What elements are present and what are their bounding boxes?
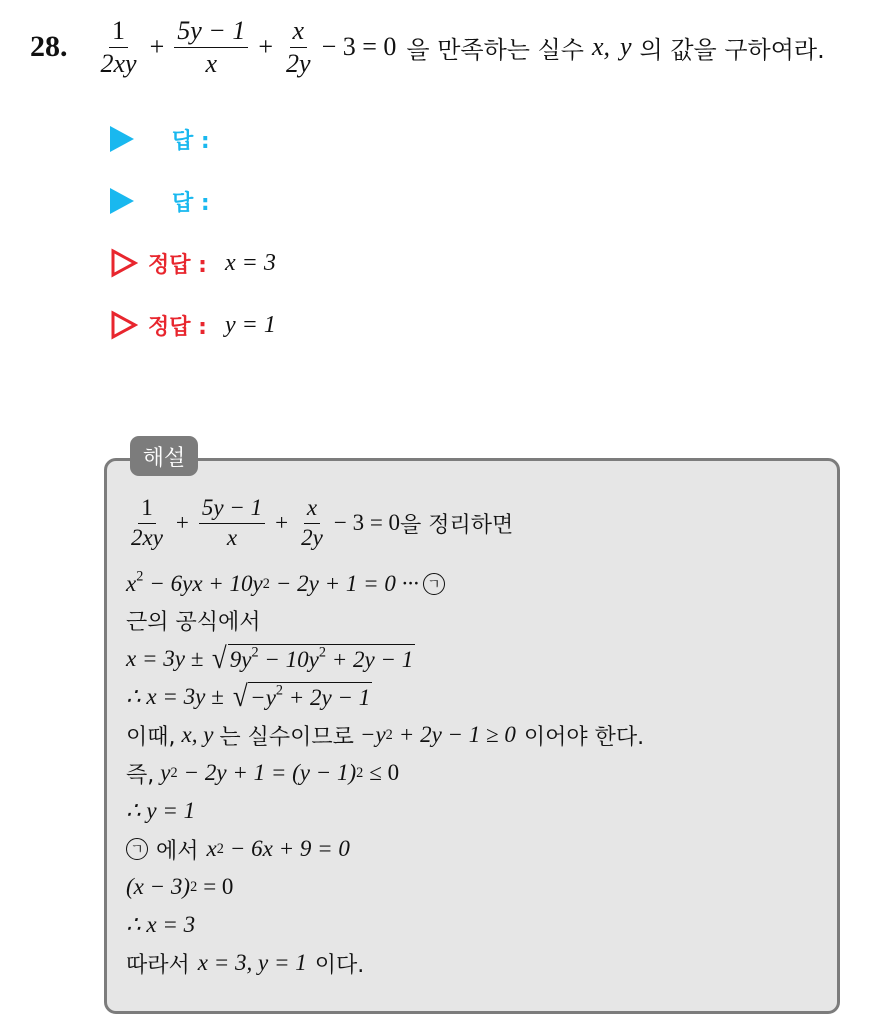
question-text-2: 의 값을 구하여라. — [639, 35, 825, 64]
solution-line-9: ㄱ 에서 x 2 − 6x + 9 = 0 — [126, 832, 350, 866]
solution-line-12 — [126, 946, 364, 980]
correct-answer-row-2 — [110, 309, 276, 341]
equation-part: x — [206, 836, 217, 861]
solution-line-2: $x^2$ − 6yx + 10y 2 − 2y + 1 = 0 ··· ㄱ — [126, 568, 445, 600]
circled-giyeok-icon: ㄱ — [126, 838, 148, 860]
equation-tail: − 3 = 0 — [333, 510, 401, 535]
equation-part: ∴ y = 1 — [126, 798, 196, 823]
correct-answer-row-1 — [110, 247, 276, 279]
solution-line-11 — [126, 908, 195, 942]
equation-part: − 2y + 1 = 0 ··· — [275, 571, 419, 596]
outline-arrow-icon — [110, 248, 138, 278]
radical-sign-icon: √ — [212, 641, 227, 675]
solution-text: 는 실수이므로 — [219, 724, 354, 750]
answer-row-1 — [110, 124, 210, 154]
fraction-denominator: 2xy — [131, 524, 163, 550]
solution-text: 즉, — [126, 762, 155, 788]
frac3-numerator: x — [290, 17, 308, 47]
solution-text: 을 정리하면 — [400, 512, 514, 538]
plus-sign: + — [149, 32, 165, 61]
solution-line-1 — [124, 490, 513, 556]
fraction-numerator: 1 — [138, 496, 156, 523]
answer-row-2 — [110, 186, 210, 216]
square-root: √ $9y^2 - 10y^2 + 2y - 1$ — [212, 641, 414, 675]
solution-line-5 — [126, 680, 372, 714]
question-var-x: x, — [591, 32, 610, 61]
question-number: 28. — [30, 30, 68, 63]
correct-answer-value: x = 3 — [224, 249, 276, 276]
fraction-denominator: 2y — [301, 524, 323, 550]
solution-line-10: (x − 3) 2 = 0 — [126, 874, 234, 899]
frac1-numerator: 1 — [109, 17, 128, 47]
solution-line-3 — [126, 604, 261, 636]
solution-fraction-2 — [199, 496, 265, 549]
equation-part: y — [160, 760, 171, 785]
equation-part: ≤ 0 — [369, 760, 400, 785]
frac3-denominator: 2y — [286, 48, 311, 78]
solution-text: 에서 — [156, 838, 199, 864]
answer-label: 답 : — [172, 190, 210, 216]
equation-part: x = 3, y = 1 — [197, 950, 307, 975]
fraction-numerator: x — [304, 496, 320, 523]
solution-line-8 — [126, 794, 195, 828]
solution-text: 이어야 한다. — [523, 724, 645, 750]
correct-answer-value: y = 1 — [224, 311, 276, 338]
solution-tag: 해설 — [130, 436, 198, 476]
correct-answer-label: 정답 : — [148, 252, 207, 278]
question-fraction-3 — [283, 17, 314, 77]
equation-part: − 6yx + 10y — [149, 571, 263, 596]
solution-fraction-1 — [128, 496, 166, 549]
equation-part: − 6x + 9 = 0 — [229, 836, 350, 861]
equation-part: + 2y − 1 ≥ 0 — [398, 722, 516, 747]
question-text-1: 을 만족하는 실수 — [406, 35, 584, 64]
equation-part: − 2y + 1 = (y − 1) — [183, 760, 357, 785]
question-line — [30, 12, 825, 82]
solution-line-7: 즉, y 2 − 2y + 1 = (y − 1) 2 ≤ 0 — [126, 756, 399, 790]
outline-arrow-icon — [110, 310, 138, 340]
correct-answer-label: 정답 : — [148, 314, 207, 340]
frac1-denominator: 2xy — [100, 48, 137, 78]
play-arrow-icon — [110, 188, 134, 214]
question-fraction-2 — [174, 17, 248, 77]
equation-part: = 0 — [203, 874, 234, 899]
fraction-denominator: x — [226, 524, 238, 550]
plus-sign: + — [258, 32, 274, 61]
frac2-numerator: 5y − 1 — [174, 17, 248, 47]
plus-sign: + — [275, 510, 289, 535]
frac2-denominator: x — [205, 48, 218, 78]
question-var-y: y — [620, 32, 632, 61]
solution-text: 이다. — [314, 952, 365, 978]
solution-text: 이때, — [126, 724, 176, 750]
equation-part: x = 3y ± — [126, 646, 204, 671]
solution-line-6: 이때, x, y 는 실수이므로 −y 2 + 2y − 1 ≥ 0 이어야 한다. — [126, 718, 644, 752]
play-arrow-icon — [110, 126, 134, 152]
equation-part: ∴ x = 3 — [126, 912, 196, 937]
solution-text: 근의 공식에서 — [126, 609, 261, 635]
solution-line-4 — [126, 642, 415, 676]
equation-part: x, y — [181, 722, 214, 747]
radical-sign-icon: √ — [232, 679, 248, 713]
circled-giyeok-icon: ㄱ — [423, 573, 445, 595]
plus-sign: + — [175, 510, 189, 535]
square-root: √ $-y^2 + 2y - 1$ — [232, 679, 371, 713]
equation-part: ∴ x = 3y ± — [126, 684, 224, 709]
equation-tail: − 3 = 0 — [321, 32, 397, 61]
solution-text: 따라서 — [126, 952, 190, 978]
solution-fraction-3 — [298, 496, 326, 549]
question-fraction-1 — [98, 17, 140, 77]
answer-label: 답 : — [172, 128, 210, 154]
equation-part: −y — [359, 722, 386, 747]
equation-part: (x − 3) — [126, 874, 191, 899]
fraction-numerator: 5y − 1 — [199, 496, 265, 523]
